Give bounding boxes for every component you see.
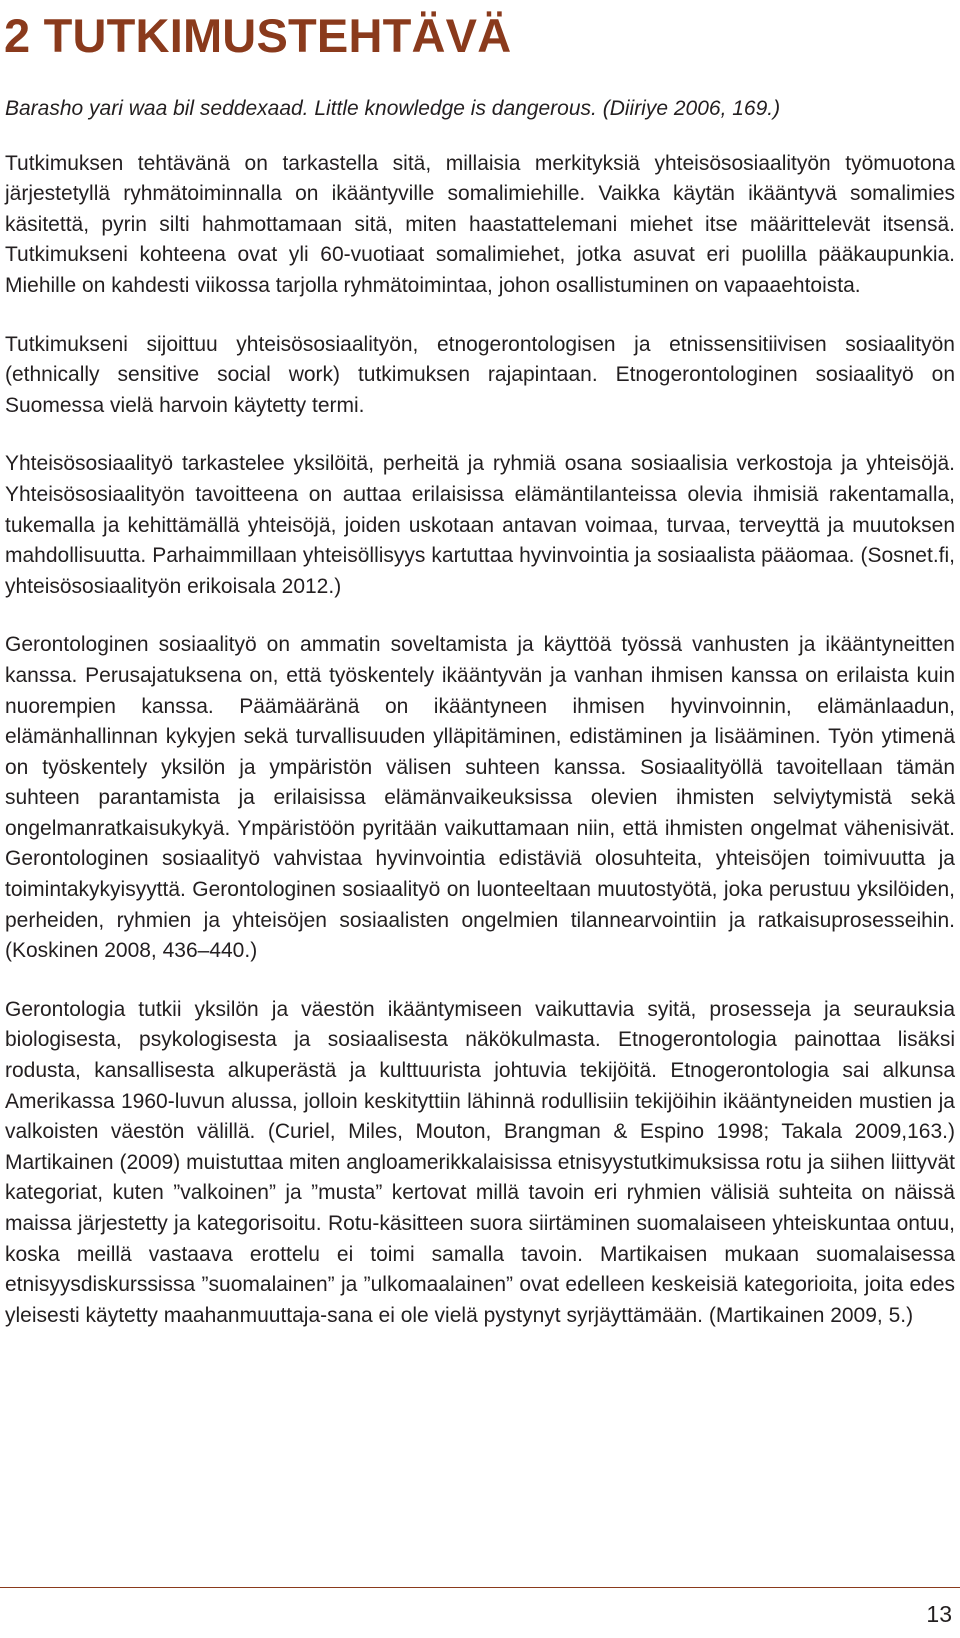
page-number: 13: [926, 1601, 952, 1627]
paragraph-ethnogerontology: Gerontologia tutkii yksilön ja väestön ikääntymiseen vaikuttavia syitä, prosesseja ja seurauksia biologisesta, psykologisesta ja sosiaalisesta näkökulmasta. Etnogerontologia painottaa lisäksi rodusta, kansallisesta alkuperästä ja kulttuurista johtuvia tekijöitä. Etnogerontologia sai alkunsa Amerikassa 1960-luvun alussa, jolloin keskityttiin lähinnä rodullisiin tekijöihin ikääntyneiden mustien ja valkoisten väestön välillä. (Curiel, Miles, Mouton, Brangman & Espino 1998; Takala 2009,163.) Martikainen (2009) muistuttaa miten angloamerikkalaisissa etnisyystutkimuksissa rotu ja siihen liittyvät kategoriat, kuten ”valkoinen” ja ”musta” kertovat millä tavoin eri ryhmien välisiä suhteita on näissä maissa järjestetty ja kategorisoitu. Rotu-käsitteen suora siirtäminen suomalaiseen yhteiskuntaa ontuu, koska meillä vastaava erottelu ei toimi samalla tavoin. Martikaisen mukaan suomalaisessa etnisyysdiskurssissa ”suomalainen” ja ”ulkomaalainen” ovat edelleen keskeisiä kategorioita, joita edes yleisesti käytetty maahanmuuttaja-sana ei ole vielä pystynyt syrjäyttämään. (Martikainen 2009, 5.): [5, 997, 955, 1327]
body-text: [5, 94, 955, 1359]
paragraph-research-positioning: Tutkimukseni sijoittuu yhteisösosiaalityön, etnogerontologisen ja etnissensitiivisen sosiaalityön (ethnically sensitive social work) tutkimuksen rajapintaan. Etnogerontologinen sosiaalityö on Suomessa vielä harvoin käytetty termi.: [5, 332, 955, 417]
paragraph-gerontological-social-work: Gerontologinen sosiaalityö on ammatin soveltamista ja käyttöä työssä vanhusten ja ikääntyneitten kanssa. Perusajatuksena on, että työskentely ikääntyvän ja vanhan ihmisen kanssa on erilaista kuin nuorempien kanssa. Päämääränä on ikääntyneen ihmisen hyvinvoinnin, elämänlaadun, elämänhallinnan kykyjen sekä turvallisuuden ylläpitäminen, edistäminen ja lisääminen. Työn ytimenä on työskentely yksilön ja ympäristön välisen suhteen kanssa. Sosiaalityöllä tavoitellaan tämän suhteen parantamista ja erilaisissa elämänvaikeuksissa olevien ihmisten selviytymistä sekä ongelmanratkaisukykyä. Ympäristöön pyritään vaikuttamaan niin, että ihmisten ongelmat vähenisivät. Gerontologinen sosiaalityö vahvistaa hyvinvointia edistäviä olosuhteita, yhteisöjen toimivuutta ja toimintakykyisyyttä. Gerontologinen sosiaalityö on luonteeltaan muutostyötä, joka perustuu yksilöiden, perheiden, ryhmien ja yhteisöjen sosiaalisten ongelmien tilannearvointiin ja ratkaisuprosesseihin. (Koskinen 2008, 436–440.): [5, 633, 955, 963]
chapter-heading: 2 TUTKIMUSTEHTÄVÄ: [4, 9, 512, 62]
paragraph-community-social-work: Yhteisösosiaalityö tarkastelee yksilöitä, perheitä ja ryhmiä osana sosiaalisia verkostoja ja yhteisöjä. Yhteisösosiaalityön tavoitteena on auttaa erilaisissa elämäntilanteissa olevia ihmisiä rakentamalla, tukemalla ja kehittämällä yhteisöjä, joiden uskotaan antavan voimaa, turvaa, terveyttä ja muutoksen mahdollisuutta. Parhaimmillaan yhteisöllisyys kartuttaa hyvinvointia ja sosiaalista pääomaa. (Sosnet.fi, yhteisösosiaalityön erikoisala 2012.): [5, 452, 955, 598]
paragraph-research-task: Tutkimuksen tehtävänä on tarkastella sitä, millaisia merkityksiä yhteisösosiaalityön työmuotona järjestetyllä ryhmätoiminnalla on ikääntyville somalimiehille. Vaikka käytän ikääntyvä somalimies käsitettä, pyrin silti hahmottamaan sitä, miten haastattelemani miehet itse määrittelevät itsensä. Tutkimukseni kohteena ovat yli 60-vuotiaat somalimiehet, jotka asuvat eri puolilla pääkaupunkia. Miehille on kahdesti viikossa tarjolla ryhmätoimintaa, johon osallistuminen on vapaaehtoista.: [5, 151, 955, 297]
footer-divider: [0, 1587, 960, 1588]
epigraph: Barasho yari waa bil seddexaad. Little knowledge is dangerous. (Diiriye 2006, 169.): [5, 97, 781, 120]
